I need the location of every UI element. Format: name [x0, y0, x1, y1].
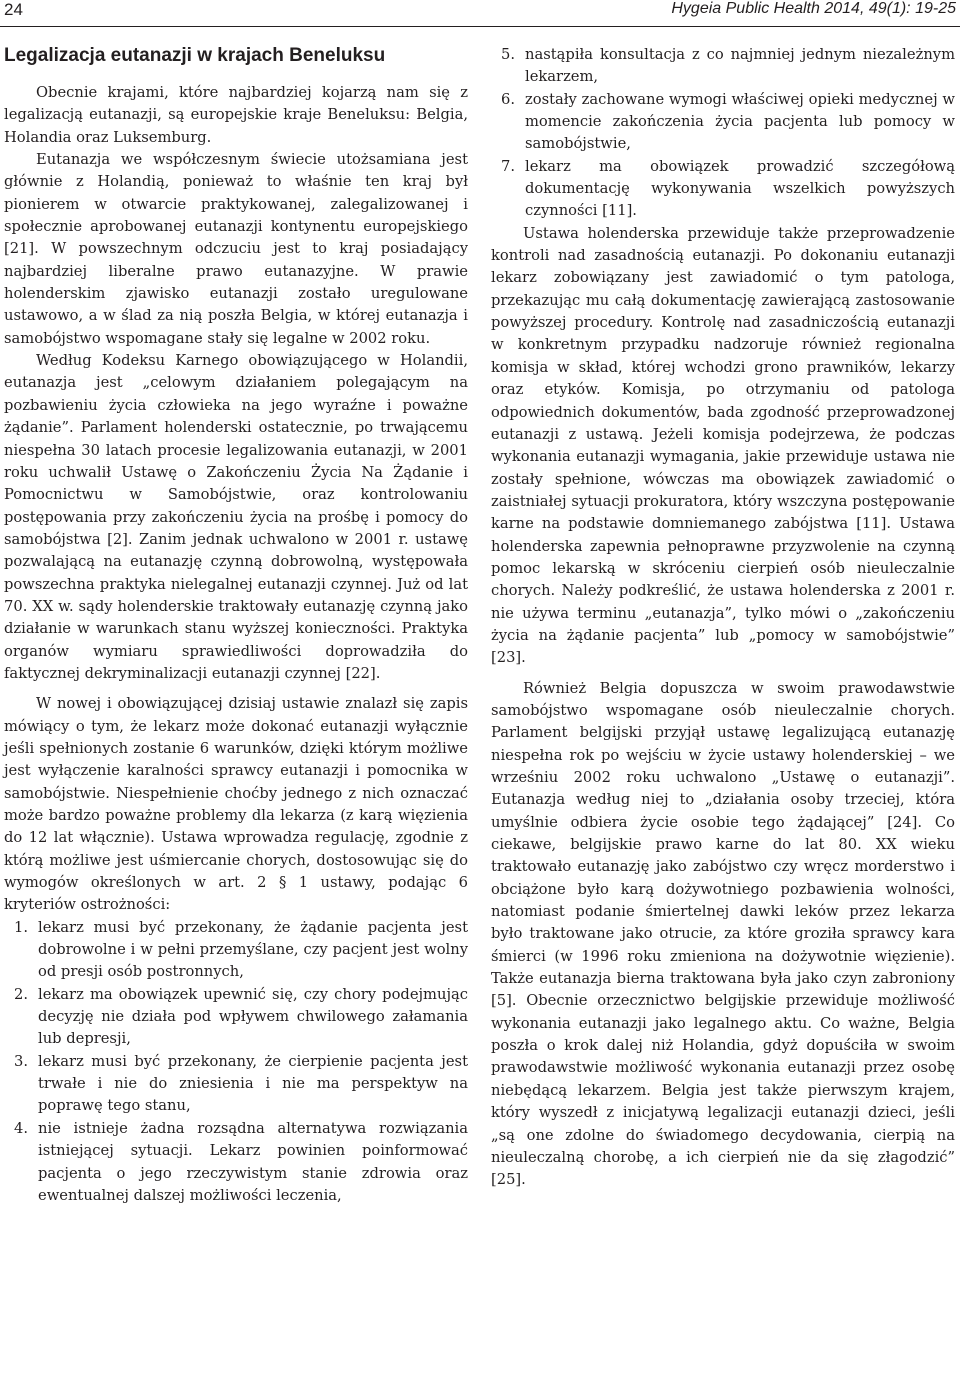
list-number: 4. [14, 1119, 29, 1137]
list-item [491, 44, 955, 89]
page-number: 24 [4, 0, 23, 19]
list-text: lekarz musi być przekonany, że cierpienie pacjenta jest trwałe i nie do zniesienia i nie ma perspektyw na poprawę tego stanu, [38, 1052, 468, 1115]
list-text: lekarz ma obowiązek prowadzić szczegółową dokumentację wykonywania wszelkich powyższych czynności [11]. [525, 157, 955, 220]
list-item [4, 917, 468, 984]
journal-citation: Hygeia Public Health 2014, 49(1): 19-25 [671, 0, 956, 17]
paragraph-belgium: Również Belgia dopuszcza w swoim prawodawstwie samobójstwo wspomagane osób nieuleczalnie chorych. Parlament belgijski przyjął ustawę legalizującą eutanazję niespełna rok po wejściu w życie ustawy holenderskiej – we wrześniu 2002 roku uchwalono „Ustawę o eutanazji”. Eutanazja według niej to „działania osoby trzeciej, która umyślnie odbiera życie osobie tego żądającej” [24]. Co ciekawe, belgijskie prawo karne do lat 80. XX wieku traktowało eutanazję jako zabójstwo czy wręcz morderstwo i obciążone było karą dożywotniego pozbawienia wolności, natomiast podanie śmiertelnej dawki leków przez lekarza było traktowane jako otrucie, za które groziła sprawcy kara śmierci (w 1996 roku zmieniona na dożywotnie więzienie). Także eutanazja bierna traktowana była jako czyn zabroniony [5]. Obecnie orzecznictwo belgijskie przewiduje możliwość wykonania eutanazji jako legalnego aktu. Co ważne, Belgia poszła o krok dalej niż Holandia, gdyż dopuściła w swoim prawodawstwie możliwość wykonania eutanazji przez osobę niebędącą lekarzem. Belgia jest także pierwszym krajem, który wyszedł z inicjatywą legalizacji eutanazji dzieci, jeśli „są one zdolne do świadomego decydowania, cierpią na nieuleczalną chorobę, a ich cierpień nie da się złagodzić” [25]. [491, 679, 955, 1189]
list-number: 6. [501, 90, 516, 108]
list-item [491, 156, 955, 223]
right-column [491, 44, 955, 1192]
list-item [4, 1118, 468, 1207]
page-header [0, 0, 960, 27]
paragraph-penal-code: Według Kodeksu Karnego obowiązującego w Holandii, eutanazja jest „celowym działaniem polegającym na pozbawieniu życia człowieka na jego wyraźne i poważne żądanie”. Parlament holenderski ostatecznie, po trwającemu niespełna 30 latach procesie legalizowania eutanazji, w 2001 roku uchwalił Ustawę o Zakończeniu Życia Na Żądanie i Pomocnictwu w Samobójstwie, oraz kontrolowaniu postępowania przy zakończeniu życia na prośbę i pomocy do samobójstwa [2]. Zanim jednak uchwalono w 2001 r. ustawę pozwalającą na eutanazję czynną dobrowolną, występowała powszechna praktyka nielegalnej eutanazji czynnej. Już od lat 70. XX w. sądy holenderskie traktowały eutanazję czynną jako działanie w warunkach stanu wyższej konieczności. Praktyka organów wymiaru sprawiedliwości doprowadziła do faktycznej dekryminalizacji eutanazji czynnej [22]. [4, 352, 468, 682]
list-item [491, 89, 955, 156]
list-number: 1. [14, 918, 29, 936]
list-text: lekarz musi być przekonany, że żądanie pacjenta jest dobrowolne i w pełni przemyślane, czy pacjent jest wolny od presji osób postronnych, [38, 918, 468, 981]
section-title: Legalizacja eutanazji w krajach Beneluksu [4, 45, 386, 66]
paragraph-intro: Obecnie krajami, które najbardziej kojarzą nam się z legalizacją eutanazji, są europejskie kraje Beneluksu: Belgia, Holandia oraz Luksemburg. [4, 84, 468, 146]
criteria-list [4, 917, 468, 1207]
list-text: zostały zachowane wymogi właściwej opieki medycznej w momencie zakończenia życia pacjenta lub pomocy w samobójstwie, [525, 90, 955, 153]
list-item [4, 1051, 468, 1118]
list-number: 7. [501, 157, 516, 175]
list-text: nie istnieje żadna rozsądna alternatywa rozwiązania istniejącej sytuacji. Lekarz powinien poinformować pacjenta o jego rzeczywistym stanie zdrowia oraz ewentualnej dalszej możliwości leczenia, [38, 1119, 468, 1204]
list-number: 2. [14, 985, 29, 1003]
list-text: nastąpiła konsultacja z co najmniej jednym niezależnym lekarzem, [525, 46, 955, 86]
paragraph-holland: Eutanazja we współczesnym świecie utożsamiana jest głównie z Holandią, ponieważ to właśnie ten kraj był pionierem w otwarcie praktykowanej, zalegalizowanej i społecznie aprobowanej eutanazji kontynentu europejskiego [21]. W powszechnym odczuciu jest to kraj posiadający najbardziej liberalne prawo eutanazyjne. W prawie holenderskim zjawisko eutanazji zostało uregulowane ustawowo, a w ślad za nią poszła Belgia, w której eutanazja i samobójstwo wspomagane stały się legalne w 2002 roku. [4, 151, 468, 347]
left-column [4, 44, 468, 1207]
list-number: 5. [501, 46, 516, 63]
list-number: 3. [14, 1052, 29, 1070]
list-item [4, 984, 468, 1051]
paragraph-control: Ustawa holenderska przewiduje także przeprowadzenie kontroli nad zasadnością eutanazji. Po dokonaniu eutanazji lekarz zobowiązany jest zawiadomić o tym patologa, przekazując mu całą dokumentację zawierającą zastosowanie powyższej procedury. Kontrolę nad zasadniczością eutanazji w konkretnym przypadku nadzoruje również regionalna komisja w skład, której wchodzi grono prawników, lekarzy oraz etyków. Komisja, po otrzymaniu od patologa odpowiednich dokumentów, bada zgodność przeprowadzonej eutanazji z ustawą. Jeżeli komisja podejrzewa, że podczas wykonania eutanazji wymagania, jakie przewiduje ustawa nie zostały spełnione, wówczas ma obowiązek zawiadomić o zaistniałej sytuacji prokuratora, który wszczyna postępowanie karne na podstawie domniemanego zabójstwa [11]. Ustawa holenderska zapewnia pełnoprawne przyzwolenie na czynną pomoc lekarską w skróceniu cierpień osób nieuleczalnie chorych. Należy podkreślić, że ustawa holenderska z 2001 r. nie używa terminu „eutanazja”, tylko mówi o „zakończeniu życia na żądanie pacjenta” lub „pomocy w samobójstwie” [23]. [491, 224, 955, 667]
paragraph-new-law: W nowej i obowiązującej dzisiaj ustawie znalazł się zapis mówiący o tym, że lekarz może dokonać eutanazji wyłącznie jeśli spełnionych zostanie 6 warunków, dzięki którym możliwe jest wyłączenie karalności sprawcy eutanazji i pomocnika w samobójstwie. Niespełnienie choćby jednego z nich oznaczać może bardzo poważne problemy dla lekarza (z karą więzienia do 12 lat włącznie). Ustawa wprowadza regulację, zgodnie z którą możliwe jest uśmiercanie chorych, dostosowując się do wymogów określonych w art. 2 § 1 ustawy, podając 6 kryteriów ostrożności: [4, 695, 468, 914]
criteria-list-continued [491, 44, 955, 223]
list-text: lekarz ma obowiązek upewnić się, czy chory podejmując decyzję nie działa pod wpływem chwilowego załamania lub depresji, [38, 985, 468, 1048]
